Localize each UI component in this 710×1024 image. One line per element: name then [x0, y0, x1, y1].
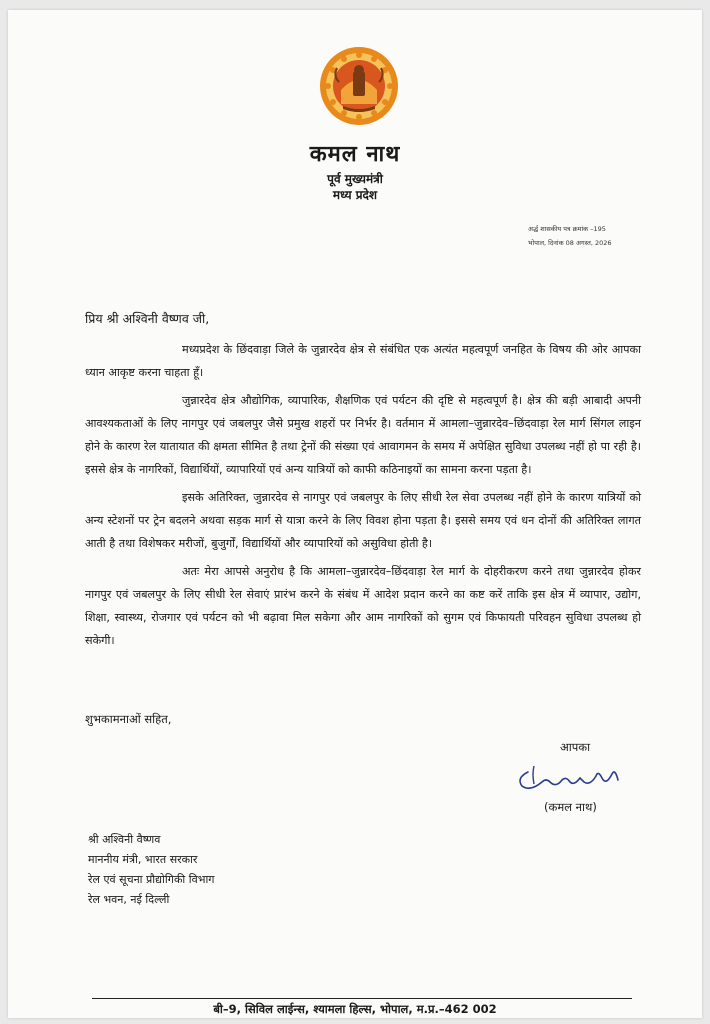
footer-divider — [92, 998, 632, 999]
closing: शुभकामनाओं सहित, — [85, 712, 172, 726]
paragraph: अतः मेरा आपसे अनुरोध है कि आमला–जुन्नारदेव–छिंदवाड़ा रेल मार्ग के दोहरीकरण करने तथा जुन्नारदेव होकर नागपुर एवं जबलपुर के लिए सीधी रेल सेवाएं प्रारंभ करने के संबंध में आदेश प्रदान करने का कष्ट करें ताकि इस क्षेत्र में व्यापार, उद्योग, शिक्षा, स्वास्थ्य, रोजगार एवं पर्यटन को भी बढ़ावा मिल सकेगा और आम नागरिकों को सुगम एवं किफायती परिवहन सुविधा उपलब्ध हो सकेगी। — [85, 565, 641, 647]
signatory-name: (कमल नाथ) — [544, 800, 597, 814]
place-date: भोपाल, दिनांक 08 अगस्त, 2026 — [528, 239, 612, 247]
salutation: प्रिय श्री अश्विनी वैष्णव जी, — [85, 311, 210, 326]
signature-icon — [512, 752, 632, 796]
addressee-name: श्री अश्विनी वैष्णव — [88, 833, 161, 846]
letter-body — [85, 338, 641, 657]
paragraph: मध्यप्रदेश के छिंदवाड़ा जिले के जुन्नारदेव क्षेत्र से संबंधित एक अत्यंत महत्वपूर्ण जनहित के विषय की ओर आपका ध्यान आकृष्ट करना चाहता हूँ। — [85, 343, 641, 379]
reference-block — [528, 222, 612, 250]
paragraph: इसके अतिरिक्त, जुन्नारदेव से नागपुर एवं जबलपुर के लिए सीधी रेल सेवा उपलब्ध नहीं होने के कारण यात्रियों को अन्य स्टेशनों पर ट्रेन बदलने अथवा सड़क मार्ग से यात्रा करने के लिए विवश होना पड़ता है। इससे समय एवं धन दोनों की अतिरिक्त लागत आती है तथा विशेषकर मरीजों, बुजुर्गों, विद्यार्थियों और व्यापारियों को असुविधा होती है। — [85, 491, 641, 550]
addressee-title: माननीय मंत्री, भारत सरकार — [88, 853, 198, 866]
addressee-block — [88, 830, 214, 910]
sign-off: आपका — [560, 740, 591, 754]
addressee-ministry: रेल एवं सूचना प्रौद्योगिकी विभाग — [88, 873, 215, 886]
mp-state-emblem-icon — [319, 46, 399, 126]
sender-state: मध्य प्रदेश — [332, 188, 378, 202]
paragraph: जुन्नारदेव क्षेत्र औद्योगिक, व्यापारिक, शैक्षणिक एवं पर्यटन की दृष्टि से महत्वपूर्ण है। क्षेत्र की बड़ी आबादी अपनी आवश्यकताओं के लिए नागपुर एवं जबलपुर जैसे प्रमुख शहरों पर निर्भर है। वर्तमान में आमला–जुन्नारदेव–छिंदवाड़ा रेल मार्ग सिंगल लाइन होने के कारण रेल यातायात की क्षमता सीमित है तथा ट्रेनों की संख्या एवं आवागमन के समय में अपेक्षित सुविधा उपलब्ध नहीं हो पा रही है। इससे क्षेत्र के नागरिकों, विद्यार्थियों, व्यापारियों एवं अन्य यात्रियों को काफी कठिनाइयों का सामना करना पड़ता है। — [85, 394, 641, 476]
addressee-address: रेल भवन, नई दिल्ली — [88, 893, 170, 906]
letter-page — [8, 10, 702, 1018]
sender-designation: पूर्व मुख्यमंत्री — [327, 172, 383, 186]
letter-number: अर्द्ध शासकीय पत्र क्रमांक –195 — [528, 225, 606, 233]
sender-name: कमल नाथ — [309, 142, 401, 167]
footer-address: बी–9, सिविल लाईन्स, श्यामला हिल्स, भोपाल, म.प्र.–462 002 — [213, 1002, 497, 1016]
